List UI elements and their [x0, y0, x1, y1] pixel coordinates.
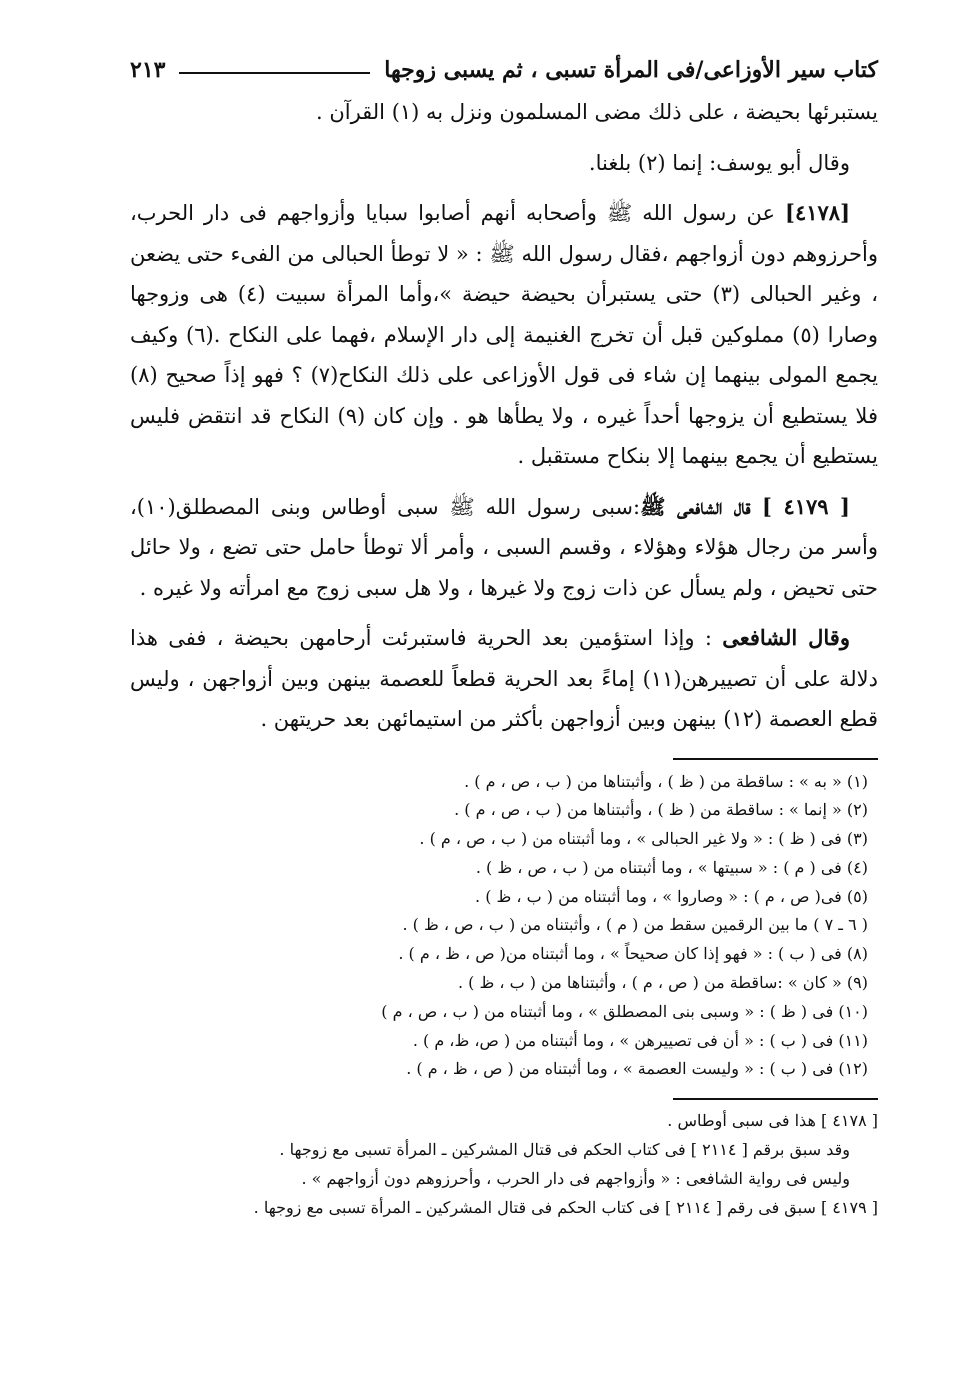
- paragraph: [130, 618, 878, 740]
- paragraph-text: : وإذا استؤمين بعد الحرية فاستبرئت أرحامهن بحيضة ، ففى هذا دلالة على أن تصييرهن(١١) إماءً بعد الحرية قطعاً للعصمة بينهن وبين أزواجهن ، وليس قطع العصمة (١٢) بينهن وبين أزواجهن بأكثر من استيمائهن بعد حريتهن .: [130, 626, 879, 731]
- editor-note: وقد سبق برقم [ ٢١١٤ ] فى كتاب الحكم فى قتال المشركين ـ المرأة تسبى مع زوجها .: [279, 1140, 850, 1160]
- paragraph: [130, 487, 878, 609]
- footnote: (٨) فى ( ب ) : « فهو إذا كان صحيحاً » ، وما أثبتناه من( ص ، ظ ، م ) .: [398, 944, 868, 964]
- footnote: (٢) « إنما » : ساقطة من ( ظ ) ، وأثبتناها من ( ب ، ص ، م ) .: [454, 800, 868, 820]
- main-text: [130, 92, 878, 740]
- paragraph-text: عن رسول الله ﷺ وأصحابه أنهم أصابوا سبايا وأزواجهم فى دار الحرب، وأحرزوهم دون أزواجهم ،فقال رسول الله ﷺ : « لا توطأ الحبالى من الفىء حتى يضعن ، وغير الحبالى (٣) حتى يستبرأن بحيضة حيضة »،وأما المرأة سبيت (٤) هى وزوجها وصارا (٥) مملوكين قبل أن تخرج الغنيمة إلى دار الإسلام ،فهما على النكاح .(٦) وكيف يجمع المولى بينهما إن شاء فى قول الأوزاعى على ذلك النكاح(٧) ؟ فهو إذاً صحيح (٨) فلا يستطيع أن يزوجها أحداً غيره ، ولا يطأها هو . وإن كان (٩) النكاح قد انتقض فليس يستطيع أن يجمع بينهما إلا بنكاح مستقبل .: [130, 201, 878, 468]
- paragraph: [130, 92, 878, 133]
- footnote: (١٢) فى ( ب ) : « وليست العصمة » ، وما أثبتناه من ( ص ، ظ ، م ) .: [406, 1059, 868, 1079]
- running-title: كتاب سير الأوزاعى/فى المرأة تسبى ، ثم يسبى زوجها: [384, 57, 878, 83]
- footnote: (٣) فى ( ظ ) : « ولا غير الحبالى » ، وما أثبتناه من ( ب ، ص ، م ) .: [419, 829, 868, 849]
- paragraph-text: يستبرئها بحيضة ، على ذلك مضى المسلمون ونزل به (١) القرآن .: [315, 100, 878, 124]
- editor-notes: [130, 1098, 878, 1222]
- paragraph-lead: [٤١٧٨]: [785, 200, 850, 225]
- editor-note: وليس فى رواية الشافعى : « وأزواجهم فى دار الحرب ، وأحرزوهم دون أزواجهم » .: [301, 1169, 850, 1189]
- header-rule: [179, 72, 370, 74]
- footnote: (١٠) فى ( ظ ) : « وسبى بنى المصطلق » ، وما أثبتناه من ( ب ، ص ، م ): [381, 1001, 868, 1021]
- notes-separator: [673, 1098, 878, 1100]
- footnotes: [130, 768, 878, 1085]
- footnote: (١١) فى ( ب ) : « أن فى تصييرهن » ، وما أثبتناه من ( ص، ظ، م ) .: [412, 1030, 868, 1050]
- paragraph: [130, 143, 878, 184]
- editor-note: [ ٤١٧٨ ] هذا فى سبى أوطاس .: [667, 1111, 878, 1131]
- running-header: [130, 52, 878, 88]
- paragraph-text: :سبى رسول الله ﷺ سبى أوطاس وبنى المصطلق(١٠)، وأسر من رجال هؤلاء وهؤلاء ، وقسم السبى ، وأمر ألا توطأ حامل حتى تضع ، ولا حائل حتى تحيض ، ولم يسأل عن ذات زوج ولا غيرها ، ولا هل سبى زوج مع امرأته ولا غيره .: [130, 494, 878, 600]
- paragraph: [130, 193, 878, 477]
- footnote: (١) « به » : ساقطة من ( ظ ) ، وأثبتناها من ( ب ، ص ، م ) .: [464, 771, 868, 791]
- footnote-separator: [673, 758, 878, 760]
- footnote: (٤) فى ( م ) : « سبيتها » ، وما أثبتناه من ( ب ، ص ، ظ ) .: [475, 857, 868, 877]
- footnote: (٥) فى( ص ، م ) : « وصاروا » ، وما أثبتناه من ( ب ، ظ ) .: [475, 886, 868, 906]
- footnote: ( ٦ ـ ٧ ) ما بين الرقمين سقط من ( م ) ، وأثبتناه من ( ب ، ص ، ظ ) .: [402, 915, 868, 935]
- page-number: ٢١٣: [130, 57, 166, 83]
- paragraph-lead: وقال الشافعى: [722, 625, 850, 650]
- paragraph-text: وقال أبو يوسف: إنما (٢) بلغنا.: [588, 150, 850, 175]
- paragraph-lead: [ ٤١٧٩ ] قال الشافعى ﷺ: [640, 493, 850, 519]
- editor-note: [ ٤١٧٩ ] سبق فى رقم [ ٢١١٤ ] فى كتاب الحكم فى قتال المشركين ـ المرأة تسبى مع زوجها .: [253, 1198, 878, 1218]
- footnote: (٩) « كان » :ساقطة من ( ص ، م ) ، وأثبتناها من ( ب ، ظ ) .: [457, 973, 868, 993]
